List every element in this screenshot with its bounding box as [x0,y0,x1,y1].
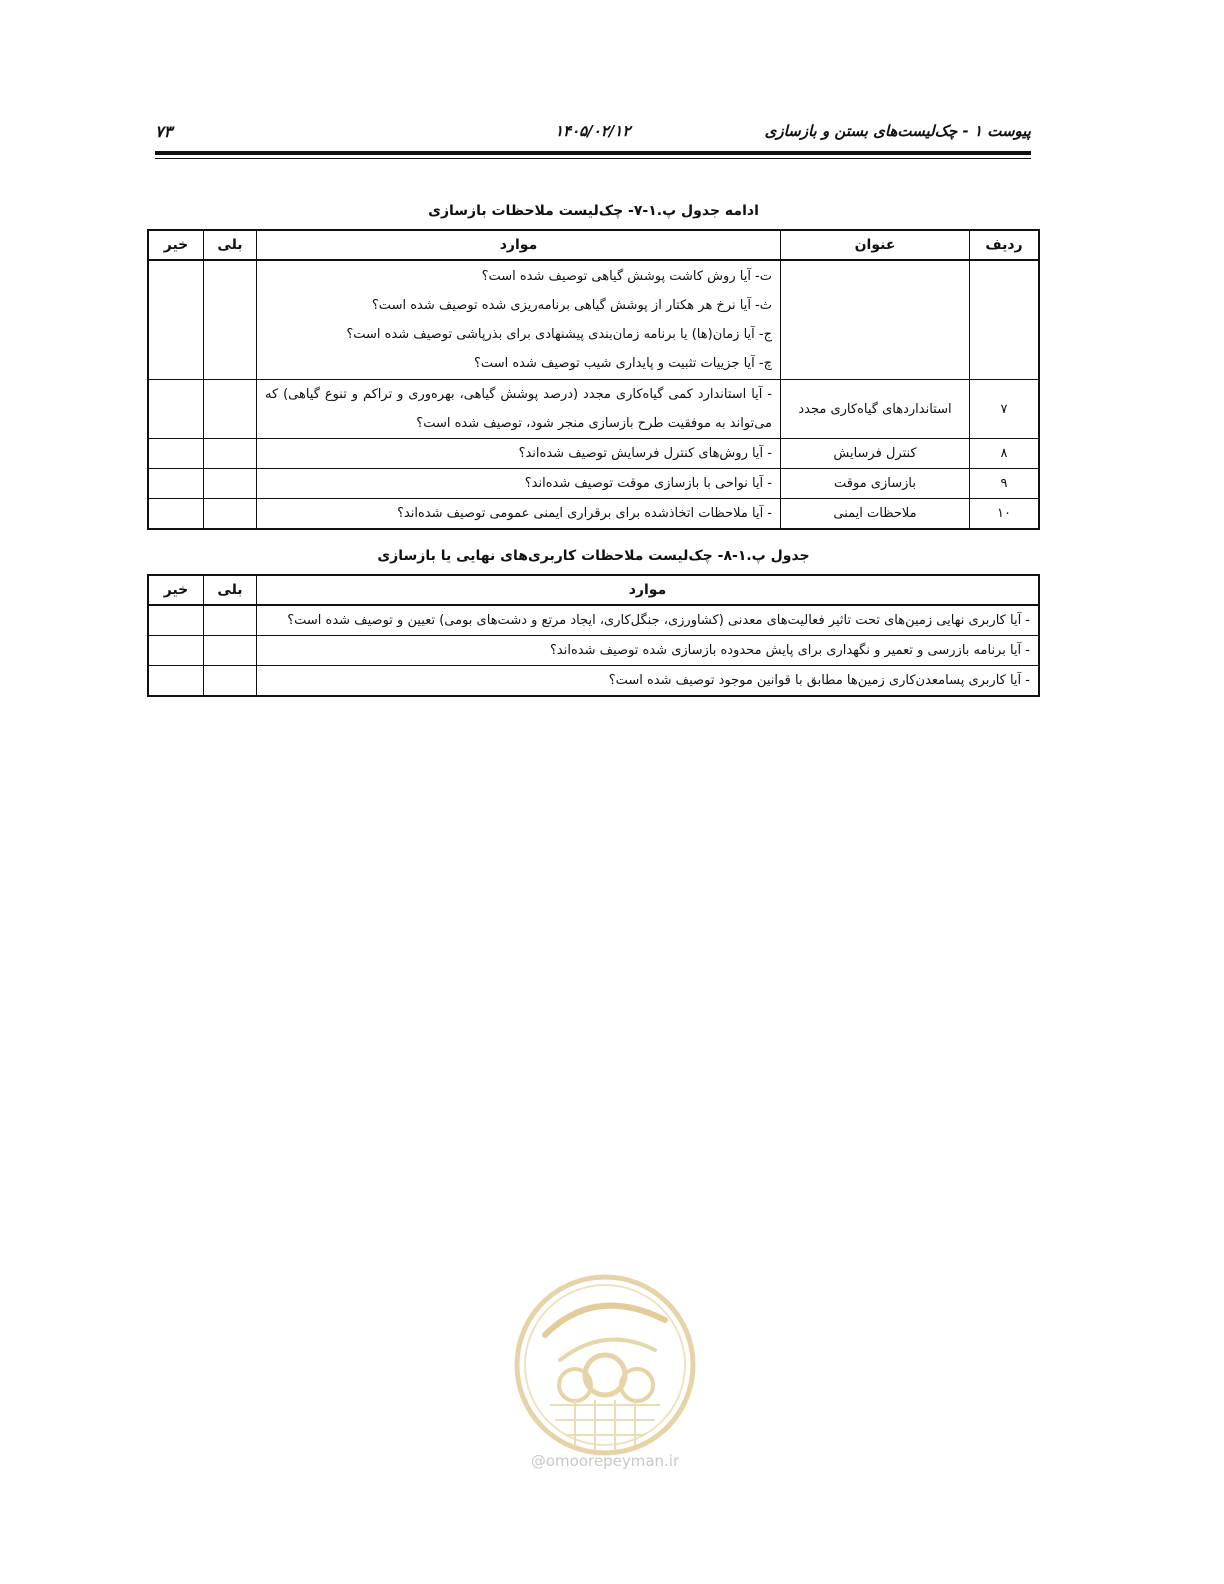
table8 [147,574,1040,697]
row-number [970,260,1040,380]
table-row [148,499,1039,530]
row-items: - آیا برنامه بازرسی و تعمیر و نگهداری برای پایش محدوده بازسازی شده توصیف شده‌اند؟ [257,636,1040,666]
yes-checkbox[interactable] [204,499,257,530]
row-items [257,260,781,380]
row-number: ۷ [970,380,1040,439]
table-row [148,380,1039,439]
row-title: بازسازی موقت [781,469,970,499]
no-checkbox[interactable] [148,260,204,380]
table8-header-row [148,575,1039,605]
table8-caption: جدول پ.۱-۸- چک‌لیست ملاحظات کاربری‌های نهایی یا بازسازی [377,548,810,564]
no-checkbox[interactable] [148,380,204,439]
header-rule-thick [155,151,1031,155]
no-checkbox[interactable] [148,469,204,499]
watermark-url: @omoorepeyman.ir [530,1452,680,1470]
yes-checkbox[interactable] [204,666,257,697]
table-row [148,469,1039,499]
col-row: ردیف [970,230,1040,260]
col-yes: بلی [204,230,257,260]
header-date: ۱۴۰۵/۰۲/۱۲ [555,122,631,140]
row-items: - آیا ملاحظات اتخاذشده برای برقراری ایمنی عمومی توصیف شده‌اند؟ [257,499,781,530]
no-checkbox[interactable] [148,605,204,636]
running-title: پیوست ۱ - چک‌لیست‌های بستن و بازسازی [764,122,1031,140]
col-items: موارد [257,575,1040,605]
table7-header-row [148,230,1039,260]
table7-caption: ادامه جدول پ.۱-۷- چک‌لیست ملاحظات بازسازی [428,203,759,219]
page-number: ۷۳ [155,122,173,141]
no-checkbox[interactable] [148,499,204,530]
yes-checkbox[interactable] [204,260,257,380]
yes-checkbox[interactable] [204,439,257,469]
item-line: ج- آیا زمان(ها) یا برنامه زمان‌بندی پیشنهادی برای بذرپاشی توصیف شده است؟ [346,327,772,342]
page-header [155,118,1031,148]
item-line: چ- آیا جزییات تثبیت و پایداری شیب توصیف شده است؟ [474,356,772,371]
item-line: ث- آیا نرخ هر هکتار از پوشش گیاهی برنامه‌ریزی شده توصیف شده است؟ [371,298,772,313]
row-items: - آیا روش‌های کنترل فرسایش توصیف شده‌اند؟ [257,439,781,469]
yes-checkbox[interactable] [204,380,257,439]
no-checkbox[interactable] [148,666,204,697]
yes-checkbox[interactable] [204,636,257,666]
table-row [148,439,1039,469]
no-checkbox[interactable] [148,636,204,666]
table-row [148,605,1039,636]
row-items: - آیا کاربری پسامعدن‌کاری زمین‌ها مطابق با قوانین موجود توصیف شده است؟ [257,666,1040,697]
col-items: موارد [257,230,781,260]
table-row [148,636,1039,666]
item-line: ت- آیا روش کاشت پوشش گیاهی توصیف شده است؟ [481,269,772,284]
row-items: - آیا کاربری نهایی زمین‌های تحت تاثیر فعالیت‌های معدنی (کشاورزی، جنگل‌کاری، ایجاد مرتع و دشت‌های بومی) تعیین و توصیف شده است؟ [257,605,1040,636]
col-no: خیر [148,230,204,260]
table7 [147,229,1040,530]
row-number: ۸ [970,439,1040,469]
no-checkbox[interactable] [148,439,204,469]
table-row [148,260,1039,380]
row-items: - آیا نواحی با بازسازی موقت توصیف شده‌اند؟ [257,469,781,499]
col-no: خیر [148,575,204,605]
col-yes: بلی [204,575,257,605]
header-rule-thin [155,158,1031,159]
yes-checkbox[interactable] [204,469,257,499]
watermark-logo [505,1265,705,1475]
row-title: کنترل فرسایش [781,439,970,469]
row-items: - آیا استاندارد کمی گیاه‌کاری مجدد (درصد پوشش گیاهی، بهره‌وری و تراکم و تنوع گیاهی) که می‌تواند به موفقیت طرح بازسازی منجر شود، توصیف شده است؟ [257,380,781,439]
row-number: ۱۰ [970,499,1040,530]
row-title [781,260,970,380]
row-title: استانداردهای گیاه‌کاری مجدد [781,380,970,439]
yes-checkbox[interactable] [204,605,257,636]
col-title: عنوان [781,230,970,260]
row-title: ملاحظات ایمنی [781,499,970,530]
table-row [148,666,1039,697]
row-number: ۹ [970,469,1040,499]
